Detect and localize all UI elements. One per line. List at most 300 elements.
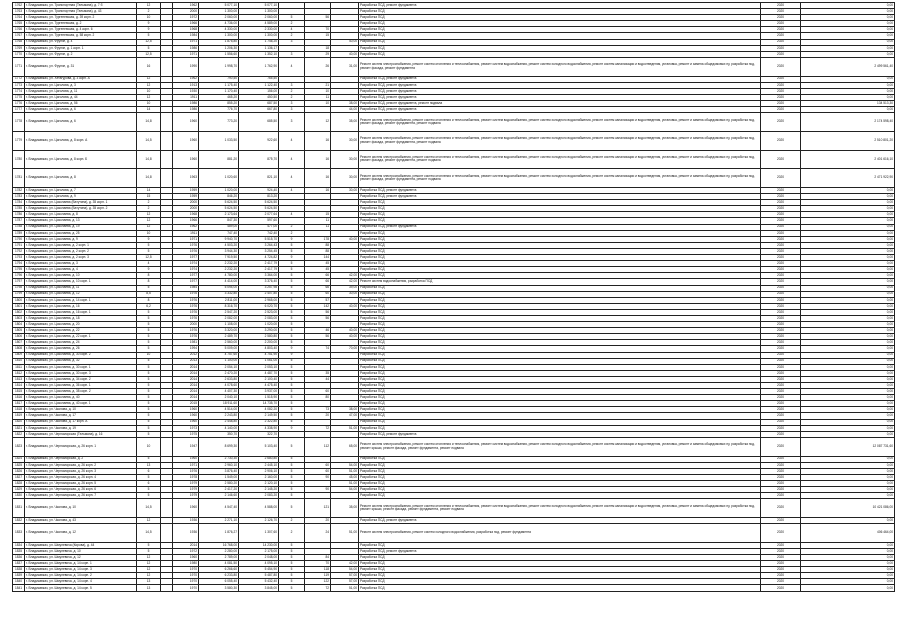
cell-row-number: 1818	[13, 407, 25, 413]
cell-residents: 45	[305, 267, 331, 273]
cell-build-year: 1981	[173, 340, 199, 346]
cell-floors: 4	[279, 169, 305, 188]
cell-address: г. Владикавказ, ул. Тургеневская, д. 58 корп. 2	[25, 33, 137, 39]
cell-residents: 26	[305, 57, 331, 76]
cell-living-area: 597,60	[239, 218, 279, 224]
cell-total-area: 2 811,00	[199, 297, 239, 303]
cell-cost: 2 401 616,10	[801, 150, 895, 169]
cell-total-area: 1 020,60	[199, 169, 239, 188]
cell-row-number: 1765	[13, 21, 25, 27]
cell-plan-year: 2020	[761, 255, 801, 261]
cell-wall-material: 10	[137, 230, 161, 236]
cell-wear-percent: 42,00	[331, 279, 359, 285]
cell-living-area: 2 445,10	[239, 462, 279, 468]
cell-cost: 0,00	[801, 76, 895, 82]
cell-floors: 5	[279, 279, 305, 285]
cell-row-number: 1763	[13, 9, 25, 15]
cell-work-types: Разработка ПСД	[359, 328, 761, 334]
cell-plan-year: 2020	[761, 113, 801, 132]
cell-total-area: 2 232,20	[199, 267, 239, 273]
cell-plan-year: 2020	[761, 493, 801, 499]
cell-row-number: 1826	[13, 468, 25, 474]
cell-row-number: 1799	[13, 291, 25, 297]
cell-living-area: 1 307,60	[239, 524, 279, 543]
cell-wall-material: 6	[137, 480, 161, 486]
cell-plan-year: 2020	[761, 267, 801, 273]
cell-wear-percent: 40,00	[331, 303, 359, 309]
cell-cell-blank	[161, 437, 173, 456]
cell-cost: 12 087 731,60	[801, 437, 895, 456]
cell-work-types: Разработка ПСД	[359, 255, 761, 261]
cell-wall-material: 5	[137, 395, 161, 401]
cell-living-area: 5 103,40	[239, 437, 279, 456]
cell-work-types: Разработка ПСД	[359, 15, 761, 21]
cell-residents: 122	[305, 579, 331, 585]
cell-total-area: 16 768,00	[199, 542, 239, 548]
cell-residents: 46	[305, 328, 331, 334]
cell-work-types: Разработка ПСД	[359, 346, 761, 352]
cell-row-number: 1798	[13, 285, 25, 291]
cell-living-area: 1 746,20	[239, 39, 279, 45]
cell-total-area: 4 547,40	[199, 499, 239, 518]
cell-wall-material: 16	[137, 57, 161, 76]
cell-living-area: 1 762,90	[239, 57, 279, 76]
cell-wall-material: 5	[137, 407, 161, 413]
cell-build-year: 1977	[173, 279, 199, 285]
cell-residents: 56	[305, 15, 331, 21]
cell-work-types: Разработка ПСД	[359, 285, 761, 291]
cell-living-area: 4 095,10	[239, 561, 279, 567]
cell-total-area: 4 078,60	[199, 383, 239, 389]
cell-work-types: Разработка ПСД	[359, 474, 761, 480]
cell-floors: 4	[279, 57, 305, 76]
cell-cost: 0,00	[801, 45, 895, 51]
cell-residents: 142	[305, 303, 331, 309]
cell-total-area: 2 560,00	[199, 340, 239, 346]
cell-plan-year: 2020	[761, 169, 801, 188]
cell-address: г. Владикавказ, ул. Черноморская, д. 26 корп. 7	[25, 493, 137, 499]
cell-work-types: Разработка ПСД	[359, 407, 761, 413]
cell-plan-year: 2020	[761, 346, 801, 352]
cell-plan-year: 2020	[761, 567, 801, 573]
cell-total-area: 846,20	[199, 194, 239, 200]
cell-floors: 5	[279, 309, 305, 315]
cell-cost: 0,00	[801, 224, 895, 230]
cell-row-number: 1832	[13, 517, 25, 523]
cell-wall-material: 10	[137, 352, 161, 358]
cell-row-number: 1781	[13, 169, 25, 188]
cell-wall-material: 12,5	[137, 255, 161, 261]
cell-cost: 0,00	[801, 383, 895, 389]
cell-wall-material: 10	[137, 15, 161, 21]
cell-floors: 5	[279, 303, 305, 309]
cell-wall-material: 12	[137, 561, 161, 567]
cell-work-types: Разработка ПСД	[359, 579, 761, 585]
cell-plan-year: 2020	[761, 33, 801, 39]
cell-total-area: 2 448,80	[199, 419, 239, 425]
cell-residents: 57	[305, 297, 331, 303]
cell-floors: 3	[279, 51, 305, 57]
cell-plan-year: 2020	[761, 51, 801, 57]
cell-floors: 2	[279, 517, 305, 523]
cell-address: г. Владикавказ, ул. Черноморская, д. 26 корп. 6	[25, 487, 137, 493]
cell-residents: 35	[305, 370, 331, 376]
cell-cell-blank	[161, 57, 173, 76]
cell-address: г. Владикавказ, ул. Цоколаева, д. 10 корп. 1	[25, 279, 137, 285]
cell-row-number: 1793	[13, 255, 25, 261]
cell-build-year: 1978	[173, 474, 199, 480]
cell-cost: 0,00	[801, 218, 895, 224]
cell-cost: 0,00	[801, 88, 895, 94]
cell-work-types: Разработка ПСД	[359, 322, 761, 328]
cell-floors: 5	[279, 579, 305, 585]
cell-cost: 0,00	[801, 376, 895, 382]
cell-address: г. Владикавказ, ул. Цоколаева, д. 30 корп. 1	[25, 364, 137, 370]
cell-work-types: Разработка ПСД	[359, 585, 761, 592]
cell-build-year: 1960	[173, 554, 199, 560]
cell-total-area: 1 549,00	[199, 474, 239, 480]
cell-plan-year: 2020	[761, 548, 801, 554]
cell-address: г. Владикавказ, ул. Цаголова, д. 8 корп. Б	[25, 150, 137, 169]
table-row	[13, 131, 895, 150]
cell-wall-material: 12	[137, 224, 161, 230]
cell-living-area: 5 515,70	[239, 236, 279, 242]
cell-work-types: Разработка ПСД	[359, 358, 761, 364]
table-row	[13, 499, 895, 518]
cell-build-year: 1975	[173, 431, 199, 437]
cell-row-number: 1778	[13, 113, 25, 132]
cell-total-area: 1 100,00	[199, 358, 239, 364]
cell-work-types: Разработка ПСД	[359, 45, 761, 51]
cell-residents: 178	[305, 236, 331, 242]
cell-work-types: Разработка ПСД	[359, 242, 761, 248]
cell-plan-year: 2020	[761, 273, 801, 279]
cell-wear-percent: 30,00	[331, 150, 359, 169]
cell-row-number: 1821	[13, 425, 25, 431]
cell-cost: 2 510 801,20	[801, 131, 895, 150]
cell-work-types: Разработка ПСД	[359, 303, 761, 309]
cell-residents: 72	[305, 425, 331, 431]
cell-address: г. Владикавказ, ул. Шмулевича, д. 14 корп. 5	[25, 585, 137, 592]
cell-row-number: 1790	[13, 236, 25, 242]
cell-row-number: 1795	[13, 267, 25, 273]
cell-residents: 74	[305, 346, 331, 352]
cell-address: г. Владикавказ, ул. Шмулевича, д. 14 корп. 1	[25, 561, 137, 567]
cell-row-number: 1775	[13, 94, 25, 100]
cell-row-number: 1834	[13, 542, 25, 548]
cell-plan-year: 2020	[761, 554, 801, 560]
cell-floors: 5	[279, 285, 305, 291]
cell-plan-year: 2020	[761, 328, 801, 334]
cell-residents: 88	[305, 242, 331, 248]
cell-work-types: Разработка ПСД	[359, 425, 761, 431]
cell-wear-percent: 47,00	[331, 413, 359, 419]
cell-total-area: 2 271,10	[199, 517, 239, 523]
cell-wall-material: 9	[137, 21, 161, 27]
cell-address: г. Владикавказ, ул. Цоколаева, д. 14 корп. 1	[25, 297, 137, 303]
cell-address: г. Владикавказ, ул. Чкалова, д. 12	[25, 524, 137, 543]
cell-wall-material: 12	[137, 554, 161, 560]
cell-build-year: 1971	[173, 462, 199, 468]
cell-total-area: 465,20	[199, 94, 239, 100]
cell-plan-year: 2020	[761, 57, 801, 76]
cell-plan-year: 2020	[761, 285, 801, 291]
cell-cost: 0,00	[801, 82, 895, 88]
cell-cost: 0,00	[801, 548, 895, 554]
cell-wall-material: 5	[137, 419, 161, 425]
cell-residents: 56	[305, 315, 331, 321]
cell-work-types: Ремонт систем водоснабжения, разработка ПСД	[359, 279, 761, 285]
cell-wall-material: 13	[137, 585, 161, 592]
cell-cost: 406 464,00	[801, 524, 895, 543]
cell-living-area: 5 454,90	[239, 567, 279, 573]
cell-living-area: 4 487,70	[239, 370, 279, 376]
cell-plan-year: 2020	[761, 218, 801, 224]
cell-living-area: 2 083,20	[239, 493, 279, 499]
cell-address: г. Владикавказ, ул. Цоколаева, д. 36 корп. 1	[25, 383, 137, 389]
cell-address: г. Владикавказ, ул. Цоколаева, д. 26	[25, 346, 137, 352]
cell-living-area: 6 020,70	[239, 303, 279, 309]
cell-work-types: Разработка ПСД	[359, 267, 761, 273]
cell-cost: 2 174 598,40	[801, 113, 895, 132]
cell-cell-blank	[161, 113, 173, 132]
cell-build-year: 2012	[173, 352, 199, 358]
cell-work-types: Разработка ПСД, ремонт фундамента	[359, 94, 761, 100]
cell-work-types: Ремонт систем электроснабжения, ремонт систем отопления и теплоснабжения, ремонт систем водоснабжения, ремонт систем холодного водоснабжения, ремонт систем канализации и водоотведения, установка, ремонт и замена общедомовых пу, разработка псд, ремонт фасада, ремонт фундамента, ремонт подвала	[359, 113, 761, 132]
cell-cost: 0,00	[801, 194, 895, 200]
cell-total-area: 4 503,20	[199, 242, 239, 248]
cell-wall-material: 12	[137, 3, 161, 9]
cell-build-year: 2000	[173, 9, 199, 15]
cell-living-area: 322,70	[239, 431, 279, 437]
cell-residents: 29	[305, 51, 331, 57]
cell-total-area: 1 556,60	[199, 51, 239, 57]
cell-cost: 0,00	[801, 200, 895, 206]
cell-row-number: 1772	[13, 76, 25, 82]
cell-wall-material: 9	[137, 27, 161, 33]
cell-cost: 0,00	[801, 474, 895, 480]
cell-wear-percent: 35,00	[331, 113, 359, 132]
cell-cost: 0,00	[801, 315, 895, 321]
cell-address: г. Владикавказ, ул. Цаголова, д. 8 корп. А	[25, 131, 137, 150]
cell-floors: 5	[279, 297, 305, 303]
cell-row-number: 1814	[13, 383, 25, 389]
cell-work-types: Разработка ПСД	[359, 401, 761, 407]
cell-address: г. Владикавказ, ул. Шмулевича, д. 12	[25, 554, 137, 560]
cell-build-year: 1960	[173, 150, 199, 169]
cell-row-number: 1806	[13, 334, 25, 340]
cell-floors: 5	[279, 291, 305, 297]
cell-total-area: 2 960,10	[199, 462, 239, 468]
cell-floors: 9	[279, 425, 305, 431]
cell-build-year: 1962	[173, 224, 199, 230]
cell-floors: 5	[279, 322, 305, 328]
cell-total-area: 3 320,00	[199, 328, 239, 334]
cell-wall-material: 10	[137, 100, 161, 106]
cell-living-area: 14 230,00	[239, 542, 279, 548]
cell-build-year: 1960	[173, 499, 199, 518]
cell-address: г. Владикавказ, ул. Цаголова, д. 44	[25, 94, 137, 100]
cell-residents: 121	[305, 499, 331, 518]
capital-repair-table	[12, 2, 895, 592]
cell-build-year: 2014	[173, 364, 199, 370]
cell-cost: 0,00	[801, 493, 895, 499]
cell-work-types: Разработка ПСД	[359, 33, 761, 39]
cell-total-area: 1 300,00	[199, 9, 239, 15]
cell-cost: 0,00	[801, 346, 895, 352]
cell-plan-year: 2020	[761, 524, 801, 543]
cell-total-area: 1 020,00	[199, 188, 239, 194]
cell-cost: 0,00	[801, 285, 895, 291]
cell-plan-year: 2020	[761, 334, 801, 340]
cell-build-year: 1976	[173, 297, 199, 303]
cell-total-area: 3 944,30	[199, 248, 239, 254]
cell-total-area: 4 140,00	[199, 425, 239, 431]
cell-residents: 20	[305, 517, 331, 523]
cell-total-area: 6 266,60	[199, 567, 239, 573]
cell-residents: 16	[305, 131, 331, 150]
cell-wall-material: 12	[137, 218, 161, 224]
cell-plan-year: 2020	[761, 358, 801, 364]
cell-floors: 9	[279, 236, 305, 242]
cell-build-year: 1962	[173, 3, 199, 9]
cell-wall-material: 5	[137, 242, 161, 248]
cell-plan-year: 2020	[761, 395, 801, 401]
cell-plan-year: 2020	[761, 407, 801, 413]
cell-wall-material: 12,5	[137, 39, 161, 45]
cell-address: г. Владикавказ, ул. Цоколаева, д. 11	[25, 285, 137, 291]
cell-wall-material: 12	[137, 94, 161, 100]
cell-row-number: 1827	[13, 474, 25, 480]
table-row	[13, 113, 895, 132]
cell-row-number: 1776	[13, 100, 25, 106]
cell-floors: 2	[279, 33, 305, 39]
cell-floors: 3	[279, 82, 305, 88]
cell-wear-percent: 40,00	[331, 334, 359, 340]
cell-living-area: 924,40	[239, 188, 279, 194]
cell-wall-material: 5	[137, 487, 161, 493]
cell-work-types: Разработка ПСД	[359, 370, 761, 376]
cell-row-number: 1771	[13, 57, 25, 76]
cell-living-area: 3 364,00	[239, 273, 279, 279]
cell-row-number: 1782	[13, 188, 25, 194]
cell-plan-year: 2020	[761, 456, 801, 462]
cell-address: г. Владикавказ, ул. Цоколаева, д. 3	[25, 261, 137, 267]
cell-work-types: Разработка ПСД	[359, 364, 761, 370]
cell-cost: 2 471 922,90	[801, 169, 895, 188]
cell-floors: 3	[279, 100, 305, 106]
cell-cost: 0,00	[801, 573, 895, 579]
cell-total-area: 2 146,60	[199, 493, 239, 499]
cell-living-area: 3 264,43	[239, 242, 279, 248]
cell-build-year: 1966	[173, 21, 199, 27]
cell-wear-percent: 40,00	[331, 236, 359, 242]
cell-address: г. Владикавказ, ул. Цаголова, д. 11	[25, 88, 137, 94]
cell-address: г. Владикавказ, ул. Цоколаева, д. 24	[25, 340, 137, 346]
cell-address: г. Владикавказ, ул. Черноморская, д. 26 корп. 1	[25, 437, 137, 456]
cell-work-types: Разработка ПСД	[359, 383, 761, 389]
cell-cost: 0,00	[801, 340, 895, 346]
cell-row-number: 1841	[13, 585, 25, 592]
cell-address: г. Владикавказ, ул. Черноморская (Тельмана), д. 16	[25, 431, 137, 437]
cell-floors: 5	[279, 487, 305, 493]
cell-address: г. Владикавказ, ул. Чкалова, д. 43	[25, 517, 137, 523]
cell-total-area: 5 094,00	[199, 285, 239, 291]
cell-build-year: 1971	[173, 39, 199, 45]
cell-cost: 0,00	[801, 413, 895, 419]
cell-cost: 0,00	[801, 431, 895, 437]
cell-address: г. Владикавказ, ул. Цоколаева, д. 16	[25, 303, 137, 309]
cell-living-area: 2 407,80	[239, 291, 279, 297]
cell-row-number: 1823	[13, 437, 25, 456]
cell-build-year: 1972	[173, 548, 199, 554]
cell-build-year: 1974	[173, 267, 199, 273]
cell-address: г. Владикавказ, ул. Цоколаева, д. 20	[25, 322, 137, 328]
cell-wall-material: 14,8	[137, 113, 161, 132]
cell-floors: 5	[279, 407, 305, 413]
cell-living-area: 875,70	[239, 150, 279, 169]
cell-plan-year: 2020	[761, 188, 801, 194]
cell-living-area: 5 624,50	[239, 200, 279, 206]
cell-work-types: Разработка ПСД	[359, 395, 761, 401]
cell-wall-material: 14,5	[137, 524, 161, 543]
cell-floors: 9	[279, 352, 305, 358]
cell-residents: 112	[305, 437, 331, 456]
cell-plan-year: 2020	[761, 303, 801, 309]
cell-living-area: 1 020,00	[239, 322, 279, 328]
cell-address: г. Владикавказ, ул. Черноморская, д. 26 корп. 5	[25, 480, 137, 486]
cell-wear-percent: 42,00	[331, 561, 359, 567]
cell-wear-percent: 54,00	[331, 462, 359, 468]
cell-address: г. Владикавказ, ул. Цоколаева, д. 12	[25, 291, 137, 297]
cell-living-area: 2 580,80	[239, 334, 279, 340]
cell-residents: 90	[305, 487, 331, 493]
cell-row-number: 1797	[13, 279, 25, 285]
cell-living-area: 4 588,00	[239, 499, 279, 518]
cell-wear-percent: 30,00	[331, 169, 359, 188]
cell-work-types: Разработка ПСД	[359, 21, 761, 27]
cell-total-area: 2 040,10	[199, 395, 239, 401]
cell-work-types: Разработка ПСД, ремонт фундамента	[359, 88, 761, 94]
cell-residents: 15	[305, 33, 331, 39]
cell-residents: 16	[305, 188, 331, 194]
cell-wall-material: 12	[137, 567, 161, 573]
cell-wall-material: 12	[137, 82, 161, 88]
cell-plan-year: 2020	[761, 212, 801, 218]
cell-build-year: 1976	[173, 328, 199, 334]
cell-wall-material: 5	[137, 334, 161, 340]
cell-plan-year: 2020	[761, 15, 801, 21]
cell-wall-material: 5	[137, 425, 161, 431]
cell-plan-year: 2020	[761, 468, 801, 474]
cell-total-area: 2 082,00	[199, 315, 239, 321]
cell-work-types: Разработка ПСД	[359, 389, 761, 395]
cell-wall-material: 8	[137, 279, 161, 285]
cell-cost: 0,00	[801, 395, 895, 401]
cell-wall-material: 12	[137, 517, 161, 523]
cell-work-types: Разработка ПСД, ремонт фундамента	[359, 548, 761, 554]
cell-floors: 2	[279, 524, 305, 543]
cell-wall-material: 5	[137, 376, 161, 382]
cell-build-year: 2014	[173, 370, 199, 376]
cell-row-number: 1829	[13, 487, 25, 493]
cell-plan-year: 2020	[761, 352, 801, 358]
cell-work-types: Ремонт систем электроснабжения, ремонт систем отопления и теплоснабжения, ремонт систем водоснабжения, ремонт систем холодного водоснабжения, ремонт систем канализации и водоотведения, установка, ремонт и замена общедомовых пу, разработка псд, ремонт крыши, ремонт фасада, ремонт фундамента, ремонт подвала	[359, 499, 761, 518]
cell-work-types: Разработка ПСД	[359, 218, 761, 224]
cell-address: г. Владикавказ, ул. Цоколаева, д. 30 корп. 2	[25, 352, 137, 358]
cell-plan-year: 2020	[761, 309, 801, 315]
cell-work-types: Разработка ПСД	[359, 9, 761, 15]
